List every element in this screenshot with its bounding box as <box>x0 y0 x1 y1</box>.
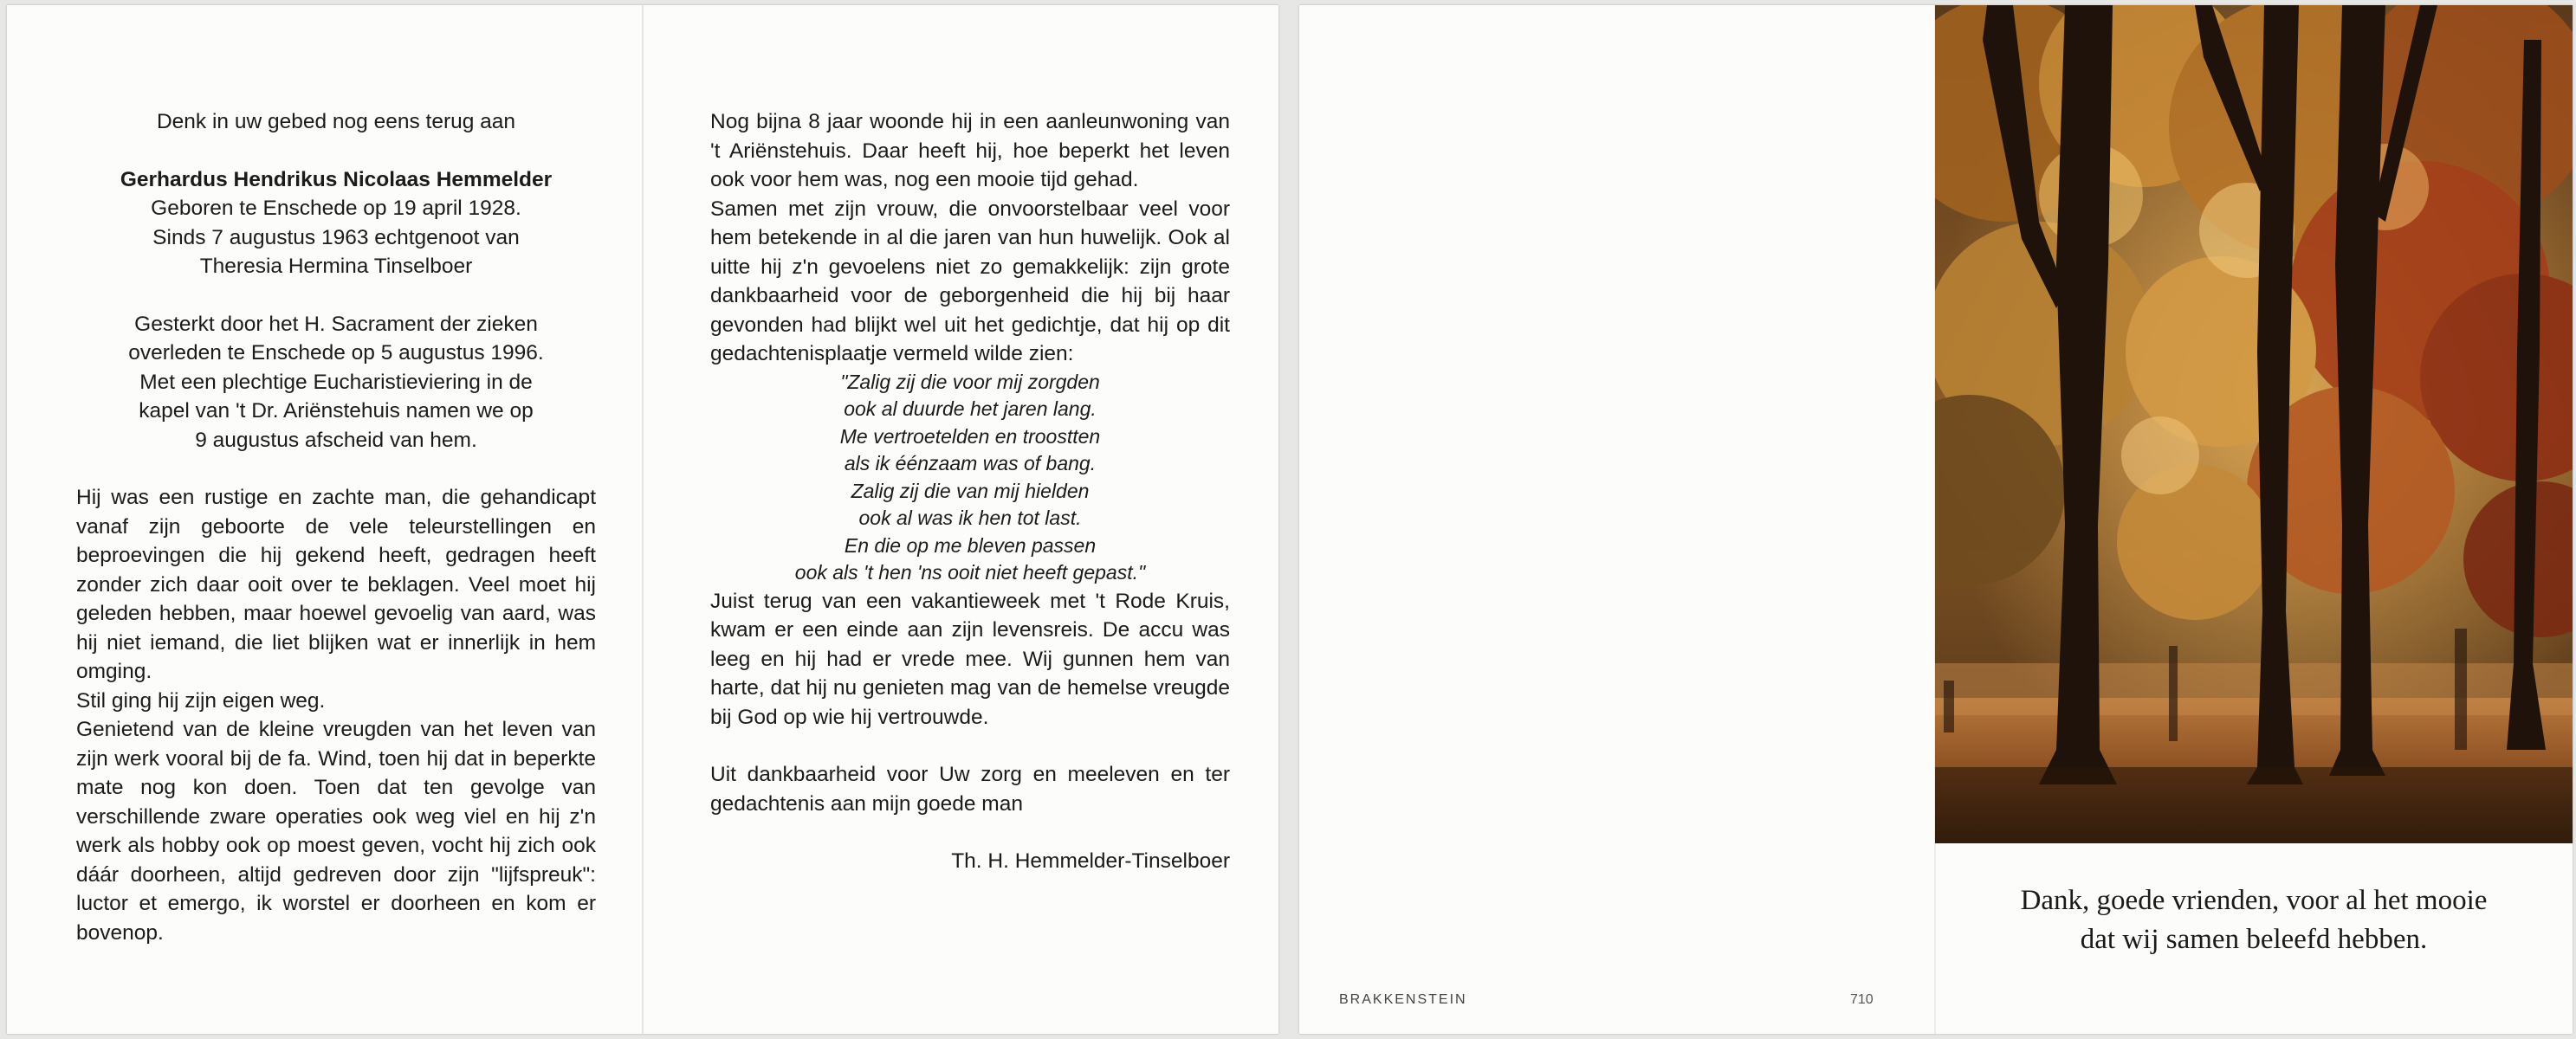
caption-line: Dank, goede vrienden, voor al het mooie <box>2020 885 2488 916</box>
signature: Th. H. Hemmelder-Tinselboer <box>951 849 1230 873</box>
bio-line: Geboren te Enschede op 19 april 1928. <box>151 197 521 220</box>
paragraph-work: Genietend van de kleine vreugden van het leven van zijn werk vooral bij de fa. Wind, toen hij dat in beperkte mate nog kon doen. Toen dat ten gevolge van verschillende zware operaties ook weg viel en hij z'n werk als hobby ook op moest geven, vocht hij zich ook dáár doorheen, altijd gedreven door zijn "lijfspreuk": luctor et emergo, ik worstel er doorheen en kom er bovenop. <box>76 718 596 945</box>
publisher-imprint: BRAKKENSTEIN <box>1339 992 1467 1007</box>
deceased-name: Gerhardus Hendrikus Nicolaas Hemmelder <box>120 167 553 191</box>
poem-line: "Zalig zij die voor mij zorgden <box>840 370 1100 393</box>
bio-line: Theresia Hermina Tinselboer <box>199 255 473 278</box>
paragraph-residence: Nog bijna 8 jaar woonde hij in een aanleunwoning van 't Ariënstehuis. Daar heeft hij, hoe beperkt het leven ook voor hem was, nog een mooie tijd gehad. <box>710 110 1230 191</box>
intro-text: Denk in uw gebed nog eens terug aan <box>156 110 516 133</box>
poem-line: En die op me bleven passen <box>844 533 1097 557</box>
bio-line: Sinds 7 augustus 1963 echtgenoot van <box>152 225 520 249</box>
poem-line: ook al was ik hen tot last. <box>858 507 1082 529</box>
caption <box>1935 881 2573 959</box>
paragraph-wife: Samen met zijn vrouw, die onvoorstelbaar veel voor hem betekende in al die jaren van hun huwelijk. Ook al uitte hij z'n gevoelens niet zo gemakkelijk: zijn grote dankbaarheid voor de geborgenheid die hij bij haar gevonden had blijkt wel uit het gedichtje, dat hij op dit gedachtenisplaatje vermeld wilde zien: <box>710 197 1230 365</box>
poem <box>710 369 1230 587</box>
memorial-card-outside <box>1299 5 2573 1034</box>
death-line: 9 augustus afscheid van hem. <box>195 428 477 452</box>
poem-line: Zalig zij die van mij hielden <box>851 479 1090 502</box>
left-column <box>76 107 596 947</box>
card-code: 710 <box>1850 992 1874 1007</box>
paragraph-character: Hij was een rustige en zachte man, die gehandicapt vanaf zijn geboorte de vele teleurstellingen en beproevingen die hij gekend heeft, gedragen heeft zonder zich daar ooit over te beklagen. Veel moet hij geleden hebben, maar hoewel gevoelig van aard, was hij niet iemand, die liet blijken wat er innerlijk in hem omging. <box>76 486 596 683</box>
caption-line: dat wij samen beleefd hebben. <box>2080 924 2428 955</box>
autumn-forest-photo <box>1935 5 2573 843</box>
middle-column <box>710 107 1230 876</box>
forest-illustration <box>1935 5 2573 843</box>
death-line: overleden te Enschede op 5 augustus 1996. <box>128 341 544 365</box>
death-line: kapel van 't Dr. Ariënstehuis namen we op <box>139 399 534 423</box>
card-fold <box>642 5 644 1034</box>
paragraph-ending: Juist terug van een vakantieweek met 't Rode Kruis, kwam er een einde aan zijn levensreis. De accu was leeg en hij had er vrede mee. Wij gunnen hem van harte, dat hij nu genieten mag van de hemelse vreugde bij God op wie hij vertrouwde. <box>710 589 1230 729</box>
poem-line: Me vertroetelden en troostten <box>839 424 1101 448</box>
poem-line: ook al duurde het jaren lang. <box>844 397 1097 420</box>
paragraph-character-end: Stil ging hij zijn eigen weg. <box>76 688 326 713</box>
death-line: Gesterkt door het H. Sacrament der zieken <box>134 312 538 336</box>
death-line: Met een plechtige Eucharistieviering in de <box>139 370 533 394</box>
paragraph-gratitude: Uit dankbaarheid voor Uw zorg en meeleven en ter gedachtenis aan mijn goede man <box>710 763 1230 816</box>
poem-line: ook als 't hen 'ns ooit niet heeft gepast." <box>794 561 1146 584</box>
poem-line: als ik éénzaam was of bang. <box>844 452 1097 474</box>
memorial-card-inside <box>7 5 1278 1034</box>
